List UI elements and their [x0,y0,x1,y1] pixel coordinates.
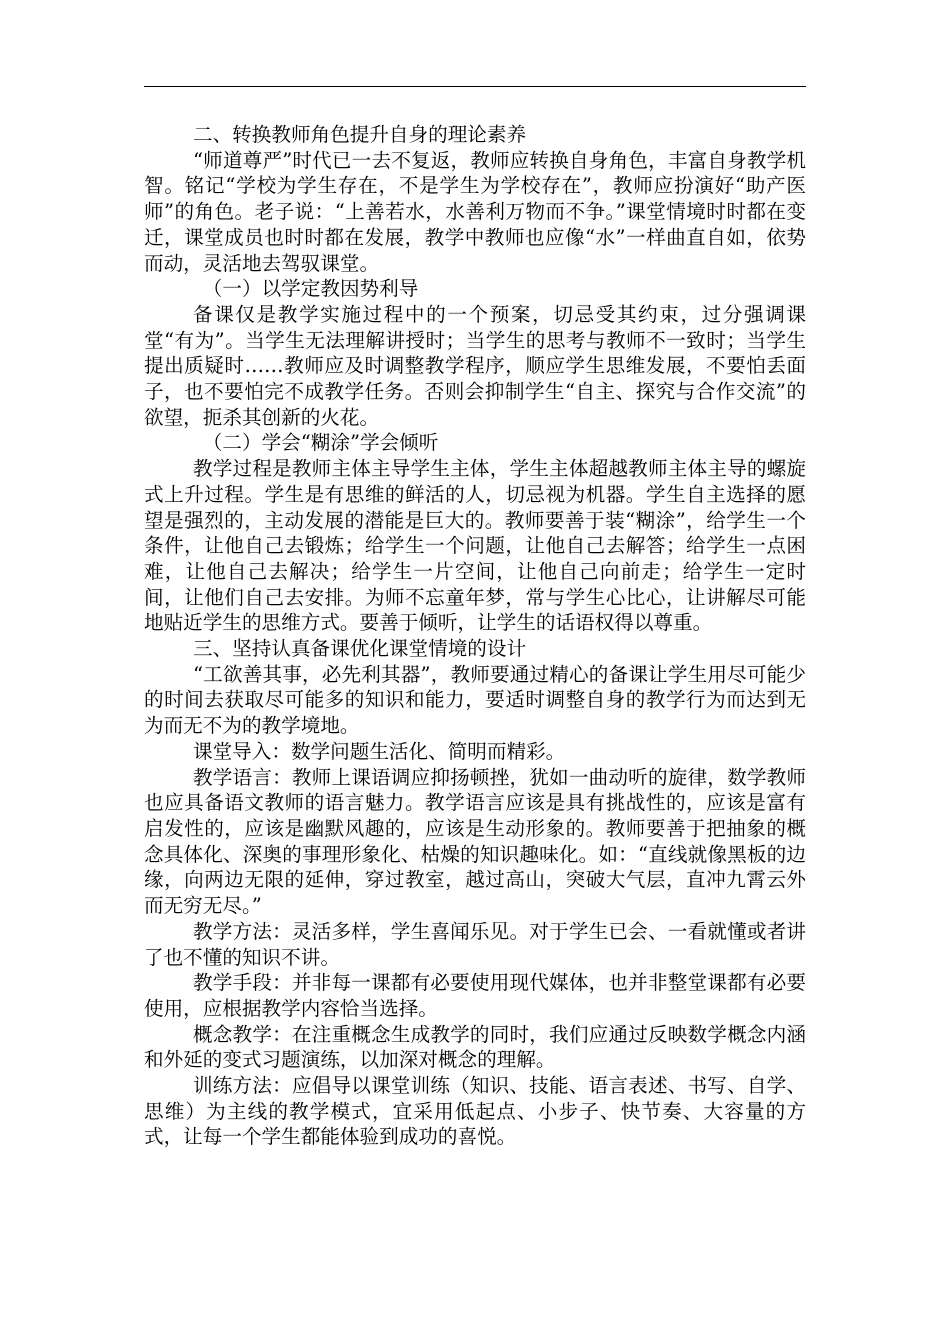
body-paragraph: “工欲善其事，必先利其器”，教师要通过精心的备课让学生用尽可能少的时间去获取尽可能多的知识和能力，要适时调整自身的教学行为而达到无为而无不为的教学境地。 [144,662,806,738]
header-rule [144,86,806,87]
document-body [144,122,806,1150]
body-paragraph: 课堂导入：数学问题生活化、简明而精彩。 [193,739,566,763]
body-paragraph: 备课仅是教学实施过程中的一个预案，切忌受其约束，过分强调课堂“有为”。当学生无法理解讲授时；当学生的思考与教师不一致时；当学生提出质疑时……教师应及时调整教学程序，顺应学生思维发展，不要怕丢面子，也不要怕完不成教学任务。否则会抑制学生“自主、探究与合作交流”的欲望，扼杀其创新的火花。 [144,302,806,429]
body-paragraph: 教学手段：并非每一课都有必要使用现代媒体，也并非整堂课都有必要使用，应根据教学内容恰当选择。 [144,971,806,1020]
body-paragraph: 教学语言：教师上课语调应抑扬顿挫，犹如一曲动听的旋律，数学教师也应具备语文教师的语言魅力。教学语言应该是具有挑战性的，应该是富有启发性的，应该是幽默风趣的，应该是生动形象的。教师要善于把抽象的概念具体化、深奥的事理形象化、枯燥的知识趣味化。如：“直线就像黑板的边缘，向两边无限的延伸，穿过教室，越过高山，突破大气层，直冲九霄云外而无穷无尽。” [144,765,806,918]
body-paragraph: “师道尊严”时代已一去不复返，教师应转换自身角色，丰富自身教学机智。铭记“学校为学生存在，不是学生为学校存在”，教师应扮演好“助产医师”的角色。老子说：“上善若水，水善利万物而不争。”课堂情境时时都在变迁，课堂成员也时时都在发展，教学中教师也应像“水”一样曲直自如，依势而动，灵活地去驾驭课堂。 [144,148,806,275]
subsection-heading-2: （二）学会“糊涂”学会倾听 [202,431,439,455]
body-paragraph: 教学方法：灵活多样，学生喜闻乐见。对于学生已会、一看就懂或者讲了也不懂的知识不讲。 [144,919,806,969]
body-paragraph: 教学过程是教师主体主导学生主体，学生主体超越教师主体主导的螺旋式上升过程。学生是有思维的鲜活的人，切忌视为机器。学生自主选择的愿望是强烈的，主动发展的潜能是巨大的。教师要善于装“糊涂”，给学生一个条件，让他自己去锻炼；给学生一个问题，让他自己去解答；给学生一点困难，让他自己去解决；给学生一片空间，让他自己向前走；给学生一定时间，让他们自己去安排。为师不忘童年梦，常与学生心比心，让讲解尽可能地贴近学生的思维方式。要善于倾听，让学生的话语权得以尊重。 [144,457,806,635]
body-paragraph: 概念教学：在注重概念生成教学的同时，我们应通过反映数学概念内涵和外延的变式习题演练，以加深对概念的理解。 [144,1022,806,1072]
section-heading-3: 三、坚持认真备课优化课堂情境的设计 [193,637,527,661]
subsection-heading-1: （一）以学定教因势利导 [202,277,419,301]
section-heading-2: 二、转换教师角色提升自身的理论素养 [193,123,527,146]
body-paragraph: 训练方法：应倡导以课堂训练（知识、技能、语言表述、书写、自学、思维）为主线的教学模式，宜采用低起点、小步子、快节奏、大容量的方式，让每一个学生都能体验到成功的喜悦。 [144,1074,806,1149]
